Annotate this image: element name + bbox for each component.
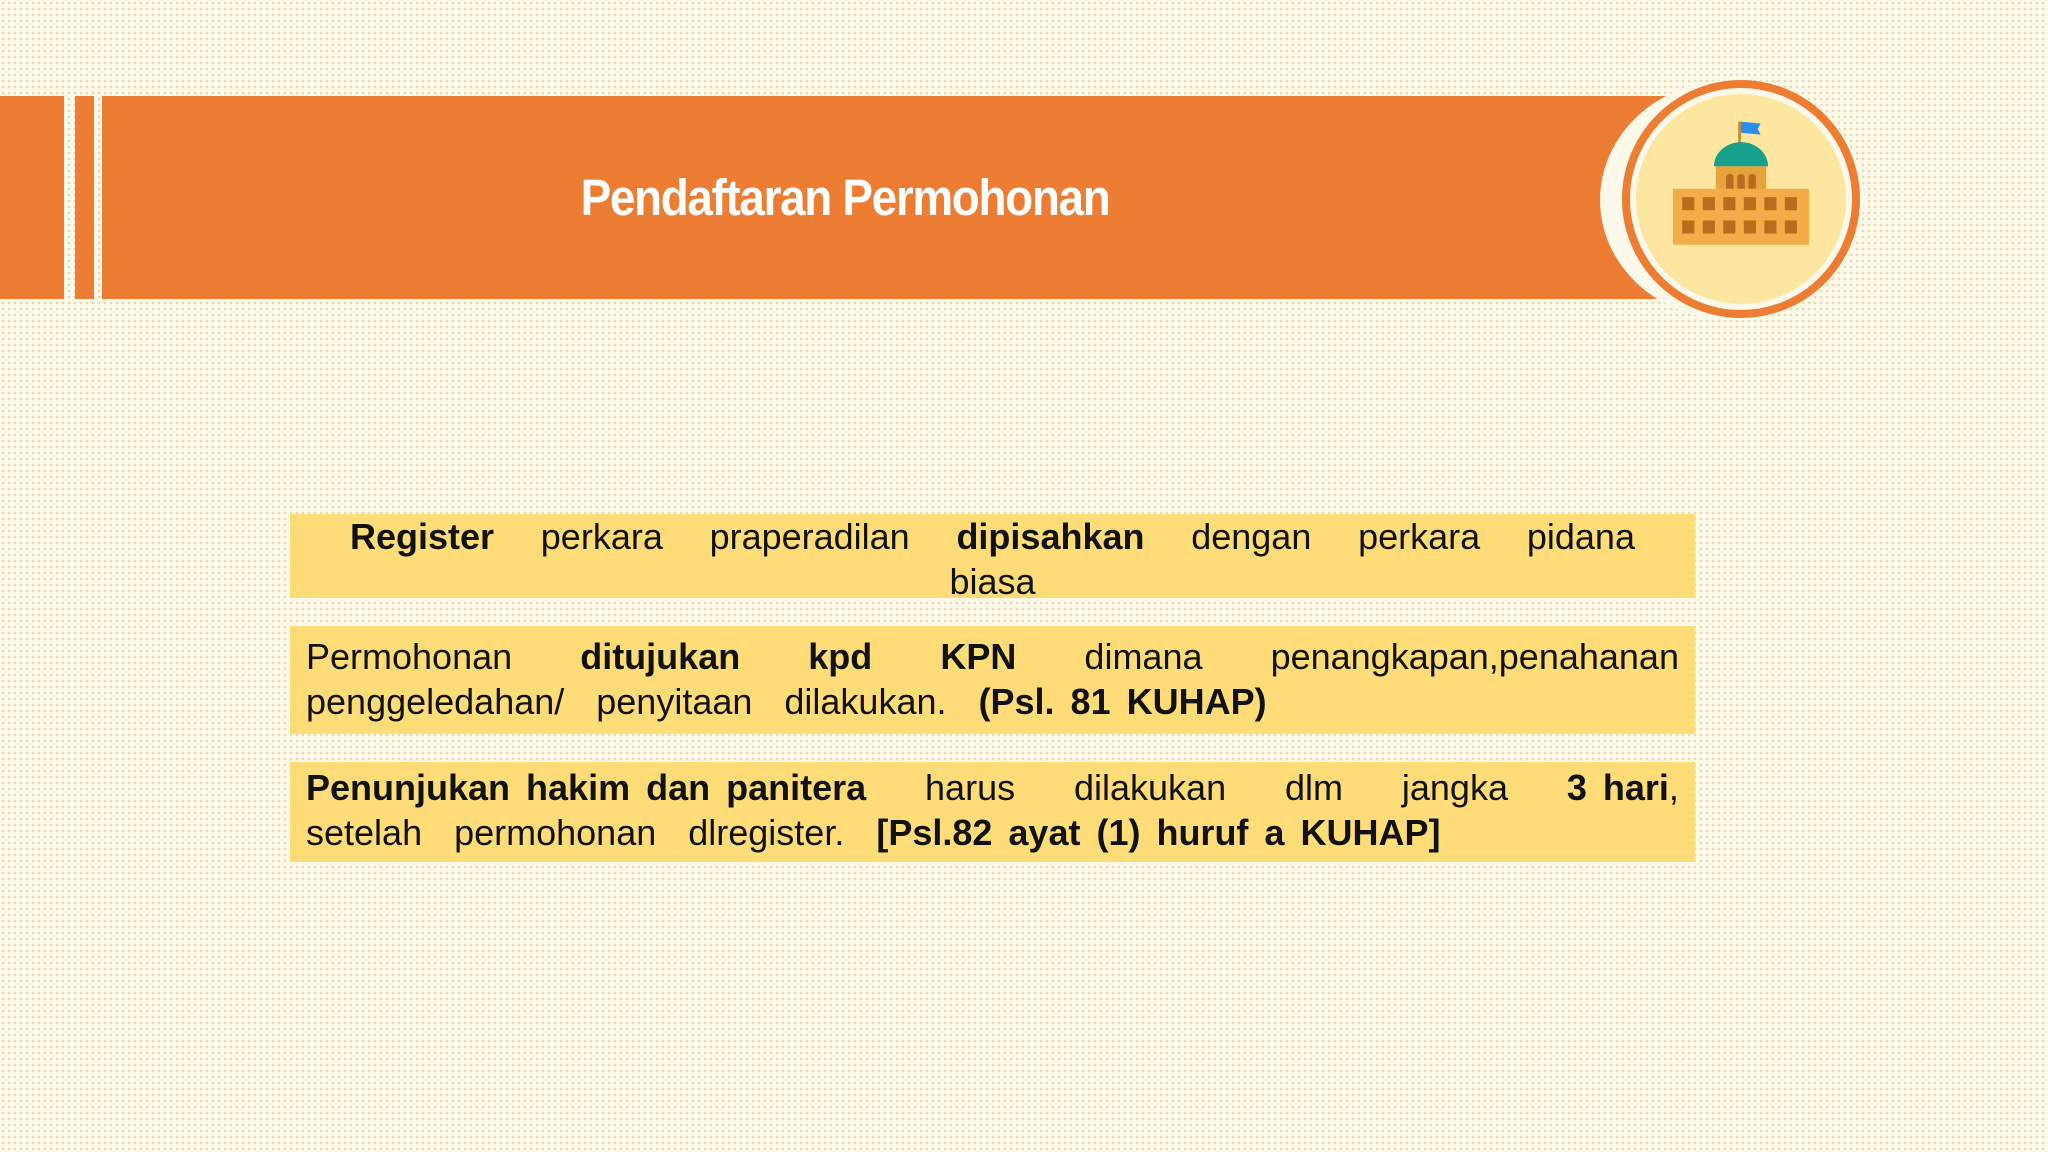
text-bold: ditujukan xyxy=(580,636,741,677)
text-line xyxy=(306,679,1679,724)
banner-mid-stripe xyxy=(75,96,94,299)
word-group xyxy=(1567,765,1679,810)
text-normal: dilakukan xyxy=(1073,767,1227,808)
banner-left-stripe xyxy=(0,96,64,299)
word-group xyxy=(1074,765,1226,810)
badge xyxy=(1622,80,1860,318)
text-normal: praperadilan xyxy=(709,516,910,557)
word-group xyxy=(580,634,740,679)
word-group xyxy=(808,634,872,679)
text-normal: , xyxy=(1668,767,1679,808)
text-normal: dimana xyxy=(1084,636,1203,677)
info-box-register xyxy=(290,514,1695,602)
word-group xyxy=(306,765,866,810)
info-box-permohonan xyxy=(290,626,1695,734)
word-group xyxy=(956,514,1144,559)
text-normal: Permohonan xyxy=(306,636,513,677)
text-normal: dlm xyxy=(1284,767,1343,808)
government-building-icon xyxy=(1630,88,1852,310)
word-group xyxy=(1271,634,1679,679)
text-bold: 3 hari xyxy=(1566,767,1669,808)
word-group xyxy=(1285,765,1343,810)
text-bold: kpd xyxy=(808,636,873,677)
word-group xyxy=(1358,514,1480,559)
word-group xyxy=(306,634,512,679)
text-bold: KPN xyxy=(940,636,1017,677)
word-group xyxy=(1084,634,1202,679)
page-title: Pendaftaran Permohonan xyxy=(580,169,1110,226)
word-group xyxy=(925,765,1015,810)
text-bold: Register xyxy=(350,516,495,557)
info-box-penunjukan xyxy=(290,762,1695,862)
text-line xyxy=(306,810,1679,855)
word-group xyxy=(541,514,663,559)
word-group xyxy=(1191,514,1311,559)
word-group xyxy=(1402,765,1508,810)
word-group xyxy=(1527,514,1635,559)
text-bold: dipisahkan xyxy=(956,516,1145,557)
word-group xyxy=(940,634,1016,679)
text-line xyxy=(306,765,1679,810)
text-bold: [Psl.82 ayat (1) huruf a KUHAP] xyxy=(876,812,1441,853)
word-group xyxy=(350,514,494,559)
text-line: biasa xyxy=(949,561,1036,602)
text-normal: dengan xyxy=(1191,516,1312,557)
text-normal: penggeledahan/ penyitaan dilakukan. xyxy=(306,681,979,722)
text-bold: Penunjukan hakim dan panitera xyxy=(306,767,867,808)
text-normal: setelah permohonan dlregister. xyxy=(306,812,877,853)
text-line xyxy=(350,514,1635,559)
text-normal: penangkapan,penahanan xyxy=(1270,636,1679,677)
text-line xyxy=(306,634,1679,679)
text-normal: pidana xyxy=(1526,516,1635,557)
text-normal: perkara xyxy=(540,516,663,557)
text-normal: harus xyxy=(925,767,1016,808)
text-normal: jangka xyxy=(1401,767,1508,808)
word-group xyxy=(710,514,910,559)
text-bold: (Psl. 81 KUHAP) xyxy=(978,681,1267,722)
text-normal: perkara xyxy=(1358,516,1481,557)
